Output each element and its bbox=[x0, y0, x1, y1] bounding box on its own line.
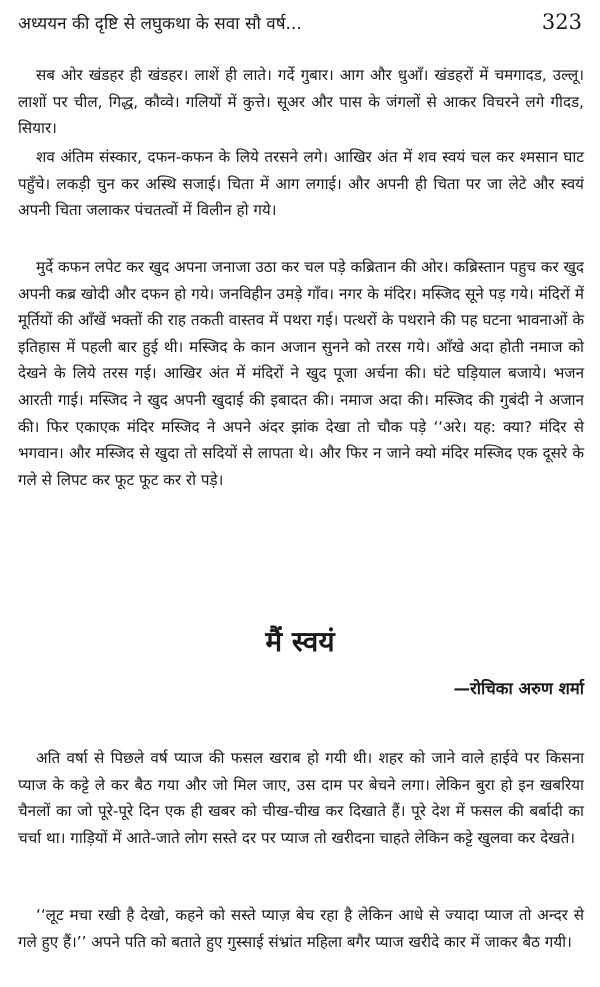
paragraph-cremation: शव अंतिम संस्कार, दफन-कफन के लिये तरसने लगे। आखिर अंत में शव स्वयं चल कर श्मसान घाट पहुँचे। लकड़ी चुन कर अस्थि सजाई। चिता में आग लगाई। और अपनी ही चिता पर जा लेटे और स्वयं अपनी चिता जलाकर पंचतत्वों में विलीन हो गये। bbox=[18, 148, 584, 220]
story-author: —रोचिका अरुण शर्मा bbox=[453, 679, 584, 698]
paragraph-ruins: सब ओर खंडहर ही खंडहर। लाशें ही लाते। गर्दे गुबार। आग और धुआँ। खंडहरों में चमगादड, उल्लू। लाशों पर चील, गिद्ध, कौव्वे। गलियों में कुत्ते। सूअर और पास के जंगलों से आकर विचरने लगे गीदड, सियार। bbox=[18, 66, 584, 138]
paragraph-angry-woman: ‘‘लूट मचा रखी है देखो, कहने को सस्ते प्याज़ बेच रहा है लेकिन आधे से ज्यादा प्याज तो अन्दर से गले हुए हैं।’’ अपने पति को बताते हुए गुस्साई संभ्रांत महिला बगैर प्याज खरीदे कार में जाकर बैठ गयी। bbox=[18, 906, 584, 951]
running-header bbox=[18, 10, 582, 40]
page-number: 323 bbox=[541, 10, 582, 34]
running-title: अध्ययन की दृष्टि से लघुकथा के सवा सौ वर्ष... bbox=[18, 14, 302, 34]
paragraph-temple-mosque: मुर्दे कफन लपेट कर खुद अपना जनाजा उठा कर चल पड़े कब्रितान की ओर। कब्रिस्तान पहुच कर खुद अपनी कब्र खोदी और दफन हो गये। जनविहीन उमड़े गाँव। नगर के मंदिर। मस्जिद सूने पड़ गये। मंदिरों में मूर्तियों की आँखें भक्तों की राह तकती वास्तव में पथरा गई। पत्थरों के पथराने की पह घटना भावनाओं के इतिहास में पहली बार हुई थी। मस्जिद के कान अजान सुनने को तरस गये। आँखे अदा होती नमाज को देखने के लिये तरस गई। आखिर अंत में मंदिरों ने खुद पूजा अर्चना की। घंटे घड़ियाल बजाये। भजन आरती गाई। मस्जिद ने खुद अपनी खुदाई की इबादत की। नमाज अदा की। मस्जिद की गुबंदी ने अजान की। फिर एकाएक मंदिर मस्जिद ने अपने अंदर झांक देखा तो चौक पड़े ‘‘अरे। यह: क्या? मंदिर से भगवान। और मस्जिद से खुदा तो सदियों से लापता थे। और फिर न जाने क्यो मंदिर मस्जिद एक दूसरे के गले से लिपट कर फूट फूट कर रो पड़े। bbox=[18, 258, 584, 489]
story-title: मैं स्वयं bbox=[265, 625, 335, 658]
paragraph-onion-seller: अति वर्षा से पिछले वर्ष प्याज की फसल खराब हो गयी थी। शहर को जाने वाले हाईवे पर किसना प्याज के कट्टे ले कर बैठ गया और जो मिल जाए, उस दाम पर बेचने लगा। लेकिन बुरा हो इन खबरिया चैनलों का जो पूरे-पूरे दिन एक ही खबर को चीख-चीख कर दिखाते हैं। पूरे देश में फसल की बर्बादी का चर्चा था। गाड़ियों में आते-जाते लोग सस्ते दर पर प्याज तो खरीदना चाहते लेकिन कट्टे खुलवा कर देखते। bbox=[18, 749, 584, 847]
